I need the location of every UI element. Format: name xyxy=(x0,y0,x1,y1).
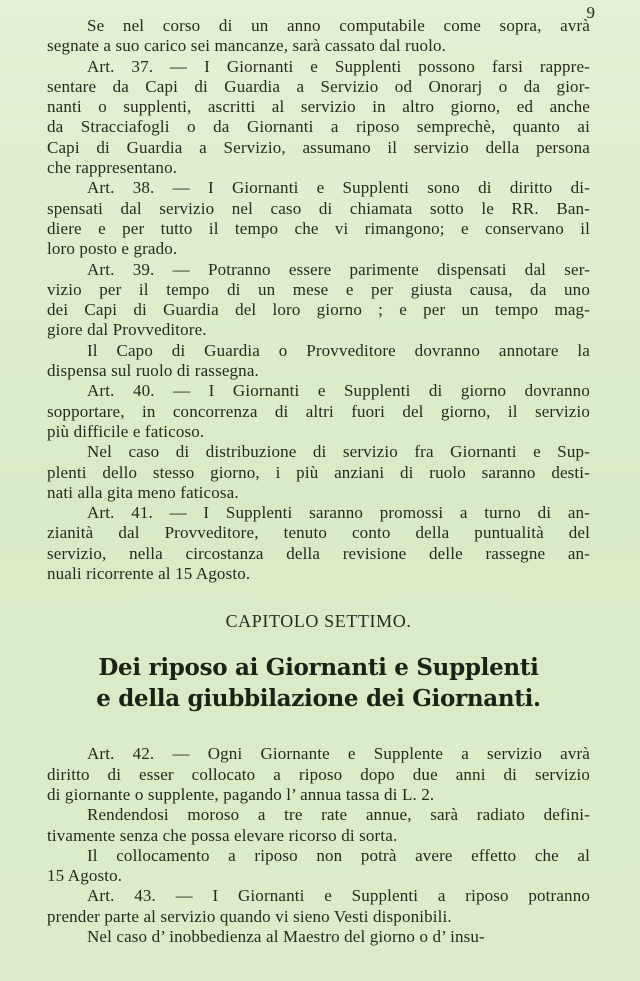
text-line: Art. 37. — I Giornanti e Supplenti possono farsi rappre- xyxy=(87,56,590,76)
text-line: Art. 38. — I Giornanti e Supplenti sono di diritto di- xyxy=(87,178,590,198)
paragraph xyxy=(47,16,590,57)
text-line: nanti o supplenti, ascritti al servizio in altro giorno, ed anche xyxy=(47,97,590,117)
paragraph xyxy=(47,57,590,179)
paragraph xyxy=(47,178,590,259)
paragraphs-bottom xyxy=(47,744,590,947)
paragraph xyxy=(47,503,590,584)
chapter-title-line: e della giubbilazione dei Giornanti. xyxy=(96,685,541,713)
text-line: prender parte al servizio quando vi sieno Vesti disponibili. xyxy=(47,906,452,926)
text-line: che rappresentano. xyxy=(47,158,178,178)
paragraph xyxy=(47,260,590,341)
text-line: Capi di Guardia a Servizio, assumano il servizio della persona xyxy=(47,137,590,157)
text-line: nati alla gita meno faticosa. xyxy=(47,482,239,502)
text-line: sentare da Capi di Guardia a Servizio od Onorarj o da gior- xyxy=(47,76,590,96)
text-line: loro posto e grado. xyxy=(47,239,178,259)
text-line: Se nel corso di un anno computabile come sopra, avrà xyxy=(87,16,590,35)
text-line: Nel caso d’ inobbedienza al Maestro del giorno o d’ insu- xyxy=(87,926,485,946)
text-line: Art. 41. — I Supplenti saranno promossi a turno di an- xyxy=(87,503,590,523)
text-line: Art. 42. — Ogni Giornante e Supplente a servizio avrà xyxy=(87,744,590,764)
chapter-title xyxy=(47,652,590,714)
text-line: da Stracciafogli o da Giornanti a riposo semprechè, quanto ai xyxy=(47,117,590,137)
paragraph xyxy=(47,846,590,887)
text-line: servizio, nella circostanza della revisione delle rassegne an- xyxy=(47,543,590,563)
text-line: tivamente senza che possa elevare ricorso di sorta. xyxy=(47,825,398,845)
paragraph xyxy=(47,341,590,382)
text-line: Nel caso di distribuzione di servizio fra Giornanti e Sup- xyxy=(87,442,590,462)
text-line: Art. 40. — I Giornanti e Supplenti di giorno dovranno xyxy=(87,381,590,401)
paragraph xyxy=(47,886,590,927)
chapter-heading: CAPITOLO SETTIMO. xyxy=(225,611,412,632)
text-line: dei Capi di Guardia del loro giorno ; e per un tempo mag- xyxy=(47,300,590,320)
text-line: Art. 39. — Potranno essere parimente dispensati dal ser- xyxy=(87,259,590,279)
text-line: Il collocamento a riposo non potrà avere effetto che al xyxy=(87,845,590,865)
text-line: nuali ricorrente al 15 Agosto. xyxy=(47,564,251,584)
text-line: più difficile e faticoso. xyxy=(47,421,205,441)
page-number: 9 xyxy=(586,3,595,22)
paragraph xyxy=(47,927,590,947)
text-line: diritto di esser collocato a riposo dopo due anni di servizio xyxy=(47,764,590,784)
text-line: sopportare, in concorrenza di altri fuori del giorno, il servizio xyxy=(47,401,590,421)
text-line: Il Capo di Guardia o Provveditore dovranno annotare la xyxy=(87,340,590,360)
text-line: Rendendosi moroso a tre rate annue, sarà radiato defini- xyxy=(87,805,590,825)
text-line: spensati dal servizio nel caso di chiamata sotto le RR. Ban- xyxy=(47,198,590,218)
text-line: 15 Agosto. xyxy=(47,866,123,886)
paragraph xyxy=(47,744,590,805)
paragraphs-top xyxy=(47,16,590,584)
chapter-title-line: Dei riposo ai Giornanti e Supplenti xyxy=(98,654,539,682)
paragraph xyxy=(47,442,590,503)
text-line: giore dal Provveditore. xyxy=(47,320,207,340)
text-line: zianità dal Provveditore, tenuto conto della puntualità del xyxy=(47,523,590,543)
text-line: Art. 43. — I Giornanti e Supplenti a riposo potranno xyxy=(87,886,590,906)
text-line: diere e per tutto il tempo che vi rimangono; e conservano il xyxy=(47,218,590,238)
text-line: di giornante o supplente, pagando l’ annua tassa di L. 2. xyxy=(47,784,435,804)
text-line: segnate a suo carico sei mancanze, sarà cassato dal ruolo. xyxy=(47,36,447,56)
text-line: dispensa sul ruolo di rassegna. xyxy=(47,361,259,381)
text-line: plenti dello stesso giorno, i più anziani di ruolo saranno desti- xyxy=(47,462,590,482)
paragraph xyxy=(47,805,590,846)
body-text xyxy=(47,0,590,947)
paragraph xyxy=(47,381,590,442)
text-line: vizio per il tempo di un mese e per giusta causa, da uno xyxy=(47,279,590,299)
